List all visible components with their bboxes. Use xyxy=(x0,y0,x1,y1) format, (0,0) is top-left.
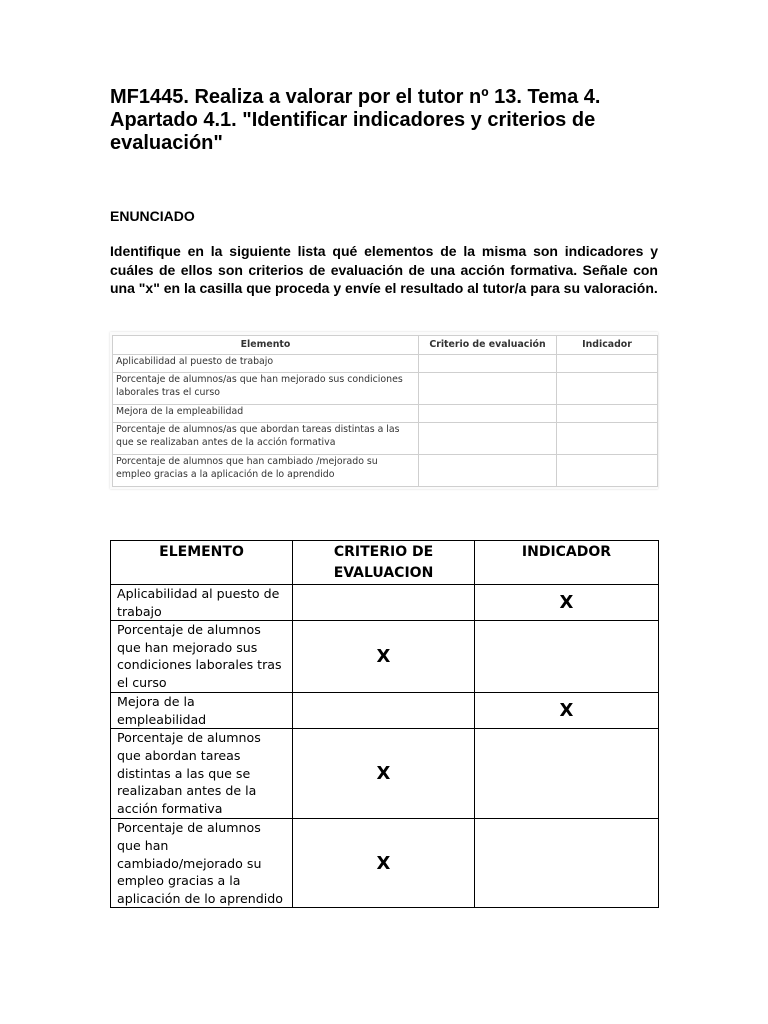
answer-cell-element: Porcentaje de alumnos que abordan tareas distintas a las que se realizaban antes de la acción formativa xyxy=(111,729,293,819)
embedded-header-elemento: Elemento xyxy=(113,336,419,355)
embedded-cell-element: Aplicabilidad al puesto de trabajo xyxy=(113,355,419,373)
table-row xyxy=(111,819,659,908)
embedded-cell-element: Porcentaje de alumnos/as que han mejorado sus condiciones laborales tras el curso xyxy=(113,373,419,405)
page-title: MF1445. Realiza a valorar por el tutor nº 13. Tema 4. Apartado 4.1. "Identificar indicadores y criterios de evaluación" xyxy=(110,86,601,154)
embedded-cell-indicador xyxy=(557,455,658,487)
embedded-cell-element: Mejora de la empleabilidad xyxy=(113,405,419,423)
answer-cell-criterio xyxy=(293,585,475,621)
answer-cell-indicador xyxy=(475,621,659,693)
embedded-cell-element: Porcentaje de alumnos/as que abordan tareas distintas a las que se realizaban antes de la acción formativa xyxy=(113,423,419,455)
answer-cell-criterio xyxy=(293,693,475,729)
embedded-cell-indicador xyxy=(557,423,658,455)
answer-cell-element: Mejora de la empleabilidad xyxy=(111,693,293,729)
embedded-table xyxy=(112,335,658,487)
answer-header-indicador: INDICADOR xyxy=(475,541,659,585)
embedded-cell-criterio xyxy=(419,405,557,423)
embedded-table-image xyxy=(110,332,658,489)
embedded-cell-indicador xyxy=(557,355,658,373)
embedded-cell-indicador xyxy=(557,405,658,423)
embedded-table-header-row xyxy=(113,336,658,355)
answer-cell-criterio: X xyxy=(293,819,475,908)
embedded-table-row xyxy=(113,455,658,487)
answer-cell-criterio: X xyxy=(293,729,475,819)
embedded-header-criterio: Criterio de evaluación xyxy=(419,336,557,355)
table-row xyxy=(111,585,659,621)
embedded-table-row xyxy=(113,373,658,405)
embedded-header-indicador: Indicador xyxy=(557,336,658,355)
answer-table-header-row xyxy=(111,541,659,585)
embedded-cell-criterio xyxy=(419,373,557,405)
embedded-cell-indicador xyxy=(557,373,658,405)
answer-cell-element: Porcentaje de alumnos que han mejorado sus condiciones laborales tras el curso xyxy=(111,621,293,693)
table-row xyxy=(111,621,659,693)
embedded-table-row xyxy=(113,355,658,373)
embedded-cell-criterio xyxy=(419,455,557,487)
section-heading: ENUNCIADO xyxy=(110,208,195,224)
answer-table xyxy=(110,540,659,908)
answer-cell-indicador: X xyxy=(475,693,659,729)
embedded-cell-criterio xyxy=(419,423,557,455)
answer-cell-element: Porcentaje de alumnos que han cambiado/mejorado su empleo gracias a la aplicación de lo aprendido xyxy=(111,819,293,908)
answer-cell-indicador: X xyxy=(475,585,659,621)
answer-cell-indicador xyxy=(475,729,659,819)
table-row xyxy=(111,729,659,819)
answer-header-criterio: CRITERIO DE EVALUACION xyxy=(293,541,475,585)
embedded-table-row xyxy=(113,423,658,455)
embedded-cell-element: Porcentaje de alumnos que han cambiado /mejorado su empleo gracias a la aplicación de lo aprendido xyxy=(113,455,419,487)
table-row xyxy=(111,693,659,729)
answer-cell-criterio: X xyxy=(293,621,475,693)
answer-cell-indicador xyxy=(475,819,659,908)
embedded-table-row xyxy=(113,405,658,423)
embedded-cell-criterio xyxy=(419,355,557,373)
answer-cell-element: Aplicabilidad al puesto de trabajo xyxy=(111,585,293,621)
answer-header-elemento: ELEMENTO xyxy=(111,541,293,585)
instructions-paragraph: Identifique en la siguiente lista qué elementos de la misma son indicadores y cuáles de ellos son criterios de evaluación de una acción formativa. Señale con una "x" en la casilla que proceda y envíe el resultado al tutor/a para su valoración. xyxy=(110,243,658,296)
